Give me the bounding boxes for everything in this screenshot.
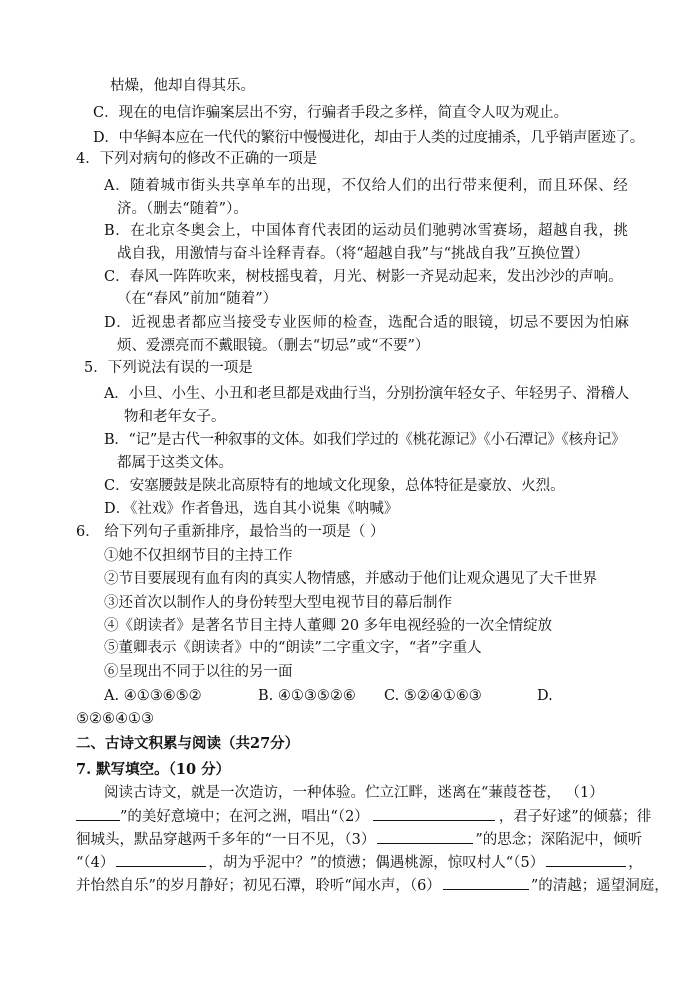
q6-sentence-3: ③还首次以制作人的身份转型大型电视节目的幕后制作 [104,595,452,611]
q6-option-d-label: D. [537,688,553,704]
q3-option-d: D．中华鲟本应在一代代的繁衍中慢慢进化，却由于人类的过度捕杀，几乎销声匿迹了。 [93,130,644,146]
q7-paragraph-line3 [76,829,642,850]
q5-option-b-line2: 都属于这类文体。 [117,455,233,471]
q4-option-c-line1: C．春风一阵阵吹来，树枝摇曳着，月光、树影一齐晃动起来，发出沙沙的声响。 [104,269,623,285]
q4-option-d-line1: D．近视患者都应当接受专业医师的检查，选配合适的眼镜，切忌不要因为怕麻 [104,315,630,331]
q6-option-c: C. ⑤②④①⑥③ [384,688,482,704]
answer-blank-2[interactable] [373,806,495,821]
q6-sentence-4: ④《朗读者》是著名节目主持人董卿 20 多年电视经验的一次全情绽放 [104,618,553,634]
q7-paragraph-line2 [76,806,651,827]
q7-line2-part1: ”的美好意境中；在河之洲，唱出“（2） [120,809,369,825]
q7-line5-part2: ”的清越；遥望洞庭， [530,878,669,894]
q4-option-a-line1: A．随着城市街头共享单车的出现，不仅给人们的出行带来便利，而且环保、经 [104,178,629,194]
q6-option-d-sequence: ⑤②⑥④①③ [76,711,154,727]
q7-paragraph-line1: 阅读古诗文，就是一次造访，一种体验。伫立江畔，迷离在“蒹葭苍苍， （1） [104,785,604,801]
q7-line4-part1: “（4） [76,855,115,871]
q4-stem: 4．下列对病句的修改不正确的一项是 [76,151,318,167]
q7-line3-part1: 徊城头，默品穿越两千多年的“一日不见，（3） [76,832,376,848]
answer-blank-4[interactable] [116,852,206,867]
answer-blank-3[interactable] [377,829,473,844]
q5-option-c: C．安塞腰鼓是陕北高原特有的地域文化现象，总体特征是豪放、火烈。 [104,478,565,494]
q7-paragraph-line4 [76,852,643,873]
answer-blank-6[interactable] [443,875,529,890]
q6-option-b: B. ④①③⑤②⑥ [258,688,356,704]
q6-sentence-2: ②节目要展现有血有肉的真实人物情感，并感动于他们让观众遇见了大千世界 [104,571,597,587]
answer-blank-1[interactable] [76,806,120,821]
q6-stem: 6． 给下列句子重新排序，最恰当的一项是（ ） [76,524,385,540]
q7-paragraph-line5 [76,875,669,896]
q6-option-a: A. ④①③⑥⑤② [104,688,202,704]
q4-option-a-line2: 济。（删去“随着”）。 [117,201,248,217]
answer-blank-5[interactable] [546,852,626,867]
q6-sentence-1: ①她不仅担纲节目的主持工作 [104,548,293,564]
q3-continuation-line: 枯燥，他却自得其乐。 [110,78,255,94]
q4-option-c-line2: （在“春风”前加“随着”） [117,291,278,307]
q7-line4-part3: ， [628,855,643,871]
q4-option-b-line1: B．在北京冬奥会上，中国体育代表团的运动员们驰骋冰雪赛场，超越自我，挑 [104,223,629,239]
q5-option-a-line1: A．小旦、小生、小丑和老旦都是戏曲行当，分别扮演年轻女子、年轻男子、滑稽人 [104,386,630,402]
q6-sentence-6: ⑥呈现出不同于以往的另一面 [104,664,293,680]
q5-option-b-line1: B．“记”是古代一种叙事的文体。如我们学过的《桃花源记》《小石潭记》《核舟记》 [104,432,626,448]
q4-option-b-line2: 战自我，用激情与奋斗诠释青春。（将“超越自我”与“挑战自我”互换位置） [117,246,589,262]
section-2-title: 二、古诗文积累与阅读（共27分） [76,735,300,752]
q7-line3-part2: ”的思念；深陷泥中，倾听 [475,832,643,848]
q7-line5-part1: 并怡然自乐”的岁月静好；初见石潭，聆听“闻水声，（6） [76,878,441,894]
q6-sentence-5: ⑤董卿表示《朗读者》中的“朗读”二字重文字，“者”字重人 [104,640,482,656]
q5-stem: 5．下列说法有误的一项是 [84,360,253,376]
q7-title: 7. 默写填空。（10 分） [76,761,231,778]
q5-option-d: D．《社戏》作者鲁迅，选自其小说集《呐喊》 [104,501,399,517]
q7-line2-part2: ，君子好逑”的倾慕；徘 [498,809,652,825]
q7-line4-part2: ，胡为乎泥中？”的愤懑；偶遇桃源，惊叹村人“（5） [208,855,545,871]
q4-option-d-line2: 烦、爱漂亮而不戴眼镜。（删去“切忌”或“不要”） [117,338,430,354]
q5-option-a-line2: 物和老年女子。 [124,409,226,425]
q3-option-c: C．现在的电信诈骗案层出不穷，行骗者手段之多样，简直令人叹为观止。 [93,105,569,121]
